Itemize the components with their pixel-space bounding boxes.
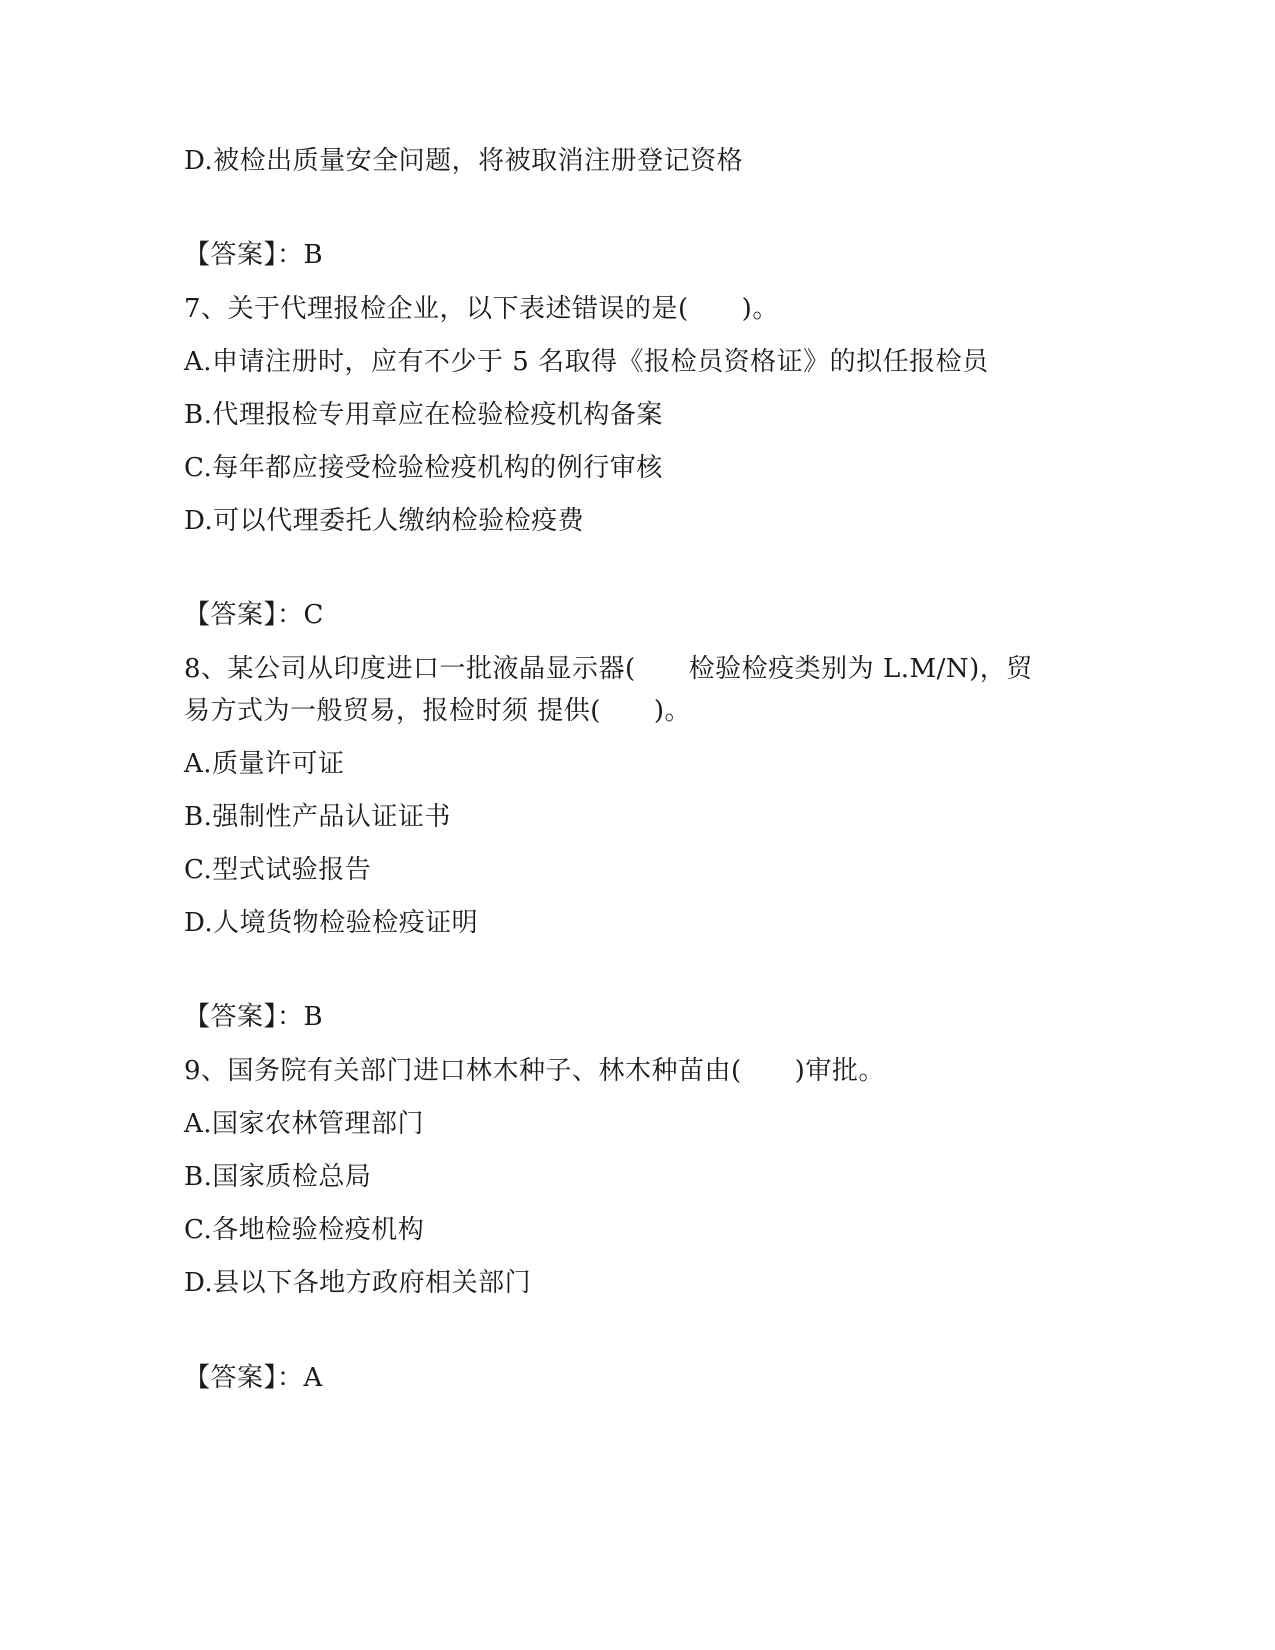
q7-option-b: B.代理报检专用章应在检验检疫机构备案	[184, 400, 663, 430]
q8-option-d: D.人境货物检验检疫证明	[184, 908, 479, 938]
q8-answer: 【答案】：B	[184, 1002, 324, 1032]
q8-stem-line1: 8、某公司从印度进口一批液晶显示器( 检验检疫类别为 L.M/N)，贸	[184, 654, 1033, 684]
q9-option-c: C.各地检验检疫机构	[184, 1215, 425, 1245]
q7-answer: 【答案】：C	[184, 600, 324, 630]
q7-option-c: C.每年都应接受检验检疫机构的例行审核	[184, 453, 663, 483]
q8-option-a: A.质量许可证	[184, 749, 345, 779]
q7-stem: 7、关于代理报检企业，以下表述错误的是( )。	[184, 294, 779, 324]
q9-answer: 【答案】：A	[184, 1363, 323, 1393]
q8-stem-line2: 易方式为一般贸易，报检时须 提供( )。	[184, 696, 692, 726]
q9-option-b: B.国家质检总局	[184, 1162, 372, 1192]
prev-question-answer: 【答案】：B	[184, 240, 324, 270]
prev-question-option-d: D.被检出质量安全问题，将被取消注册登记资格	[184, 146, 744, 176]
q8-option-b: B.强制性产品认证证书	[184, 802, 451, 832]
q8-option-c: C.型式试验报告	[184, 855, 372, 885]
q9-option-d: D.县以下各地方政府相关部门	[184, 1268, 532, 1298]
q7-option-d: D.可以代理委托人缴纳检验检疫费	[184, 506, 585, 536]
q9-option-a: A.国家农林管理部门	[184, 1109, 425, 1139]
q7-option-a: A.申请注册时，应有不少于 5 名取得《报检员资格证》的拟任报检员	[184, 347, 989, 377]
q9-stem: 9、国务院有关部门进口林木种子、林木种苗由( )审批。	[184, 1056, 885, 1086]
